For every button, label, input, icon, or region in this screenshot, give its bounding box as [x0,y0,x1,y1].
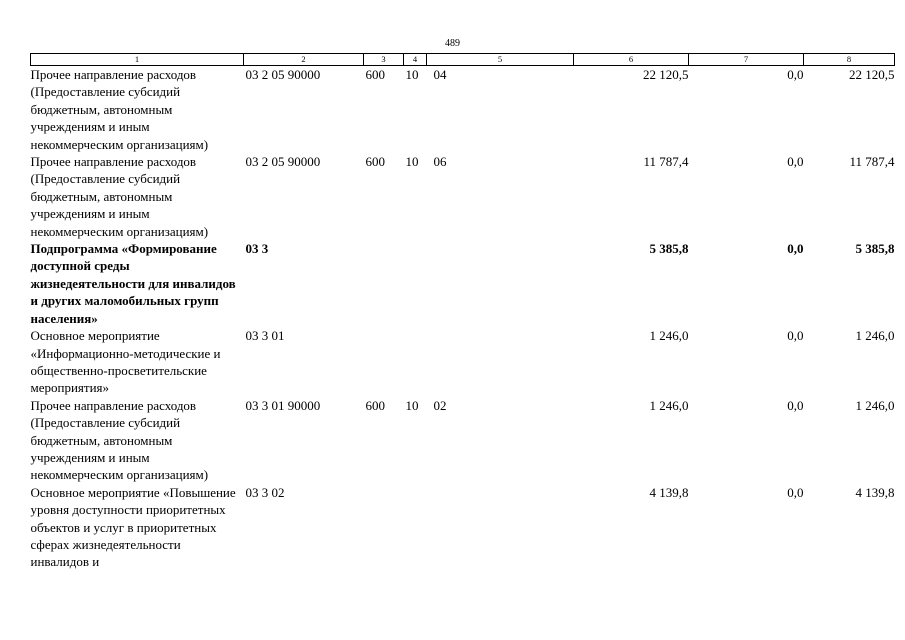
budget-table [30,53,895,571]
row-rz-cell: 10 [405,397,419,413]
row-value-col8: 22 120,5 [849,67,895,82]
table-row [31,397,895,484]
row-code-cell: 03 3 [245,241,269,257]
row-vr-cell: 600 [365,397,385,413]
row-pr-cell [427,484,574,571]
row-name-cell: Основное мероприятие «Повышение уровня доступности приоритетных объектов и услуг в приоритетных сферах жизнедеятельности инвалидов и [30,484,236,570]
table-row [31,484,895,571]
row-vr-cell [364,327,404,397]
row-pr-cell [427,327,574,397]
row-rz-cell [404,240,427,327]
header-col-6: 6 [574,54,689,66]
row-value-col8: 1 246,0 [855,328,895,344]
header-col-7: 7 [689,54,804,66]
row-code-cell: 03 2 05 90000 [245,67,321,82]
row-pr-cell [427,240,574,327]
row-name-cell: Прочее направление расходов (Предоставление субсидий бюджетным, автономным учреждениям и иным некоммерческим организациям) [30,154,209,239]
row-code-cell: 03 3 02 [245,484,285,500]
row-name-cell: Подпрограмма «Формирование доступной среды жизнедеятельности для инвалидов и других маломобильных групп населения» [30,241,236,326]
row-value-col7: 0,0 [787,154,804,170]
row-value-col6: 22 120,5 [643,67,689,82]
row-value-col6: 11 787,4 [643,154,689,170]
table-header [31,54,895,66]
header-col-2: 2 [244,54,364,66]
table-row [31,240,895,327]
row-value-col6: 5 385,8 [649,241,689,257]
row-code-cell: 03 2 05 90000 [245,154,321,170]
page-number: 489 [445,38,460,49]
row-value-col8: 11 787,4 [849,154,895,170]
row-value-col7: 0,0 [787,484,804,500]
row-code-cell: 03 3 01 90000 [245,397,321,413]
row-value-col8: 1 246,0 [855,397,895,413]
header-col-1: 1 [31,54,244,66]
row-pr-cell: 06 [433,154,447,170]
row-vr-cell: 600 [365,154,385,170]
header-col-5: 5 [427,54,574,66]
row-code-cell: 03 3 01 [245,328,285,344]
header-col-4: 4 [404,54,427,66]
row-pr-cell: 04 [433,67,447,82]
row-name-cell: Основное мероприятие «Информационно-методические и общественно-просветительские мероприятия» [30,328,221,396]
table-row [31,327,895,397]
row-vr-cell [364,484,404,571]
header-col-3: 3 [364,54,404,66]
row-value-col8: 4 139,8 [855,484,895,500]
row-value-col7: 0,0 [787,328,804,344]
table-row [31,153,895,240]
row-rz-cell [404,484,427,571]
row-value-col7: 0,0 [787,241,804,257]
row-rz-cell [404,327,427,397]
table-row [31,66,895,154]
row-rz-cell: 10 [405,154,419,170]
row-value-col7: 0,0 [787,397,804,413]
row-pr-cell: 02 [433,397,447,413]
row-name-cell: Прочее направление расходов (Предоставление субсидий бюджетным, автономным учреждениям и иным некоммерческим организациям) [30,397,209,483]
table-body [31,66,895,571]
row-value-col7: 0,0 [787,67,804,82]
row-vr-cell [364,240,404,327]
header-col-8: 8 [804,54,895,66]
row-vr-cell: 600 [365,67,385,82]
row-name-cell: Прочее направление расходов (Предоставление субсидий бюджетным, автономным учреждениям и иным некоммерческим организациям) [30,67,209,152]
header-row [31,54,895,66]
row-value-col6: 1 246,0 [649,397,689,413]
row-value-col6: 1 246,0 [649,328,689,344]
row-rz-cell: 10 [405,67,419,82]
row-value-col8: 5 385,8 [855,241,895,257]
row-value-col6: 4 139,8 [649,484,689,500]
